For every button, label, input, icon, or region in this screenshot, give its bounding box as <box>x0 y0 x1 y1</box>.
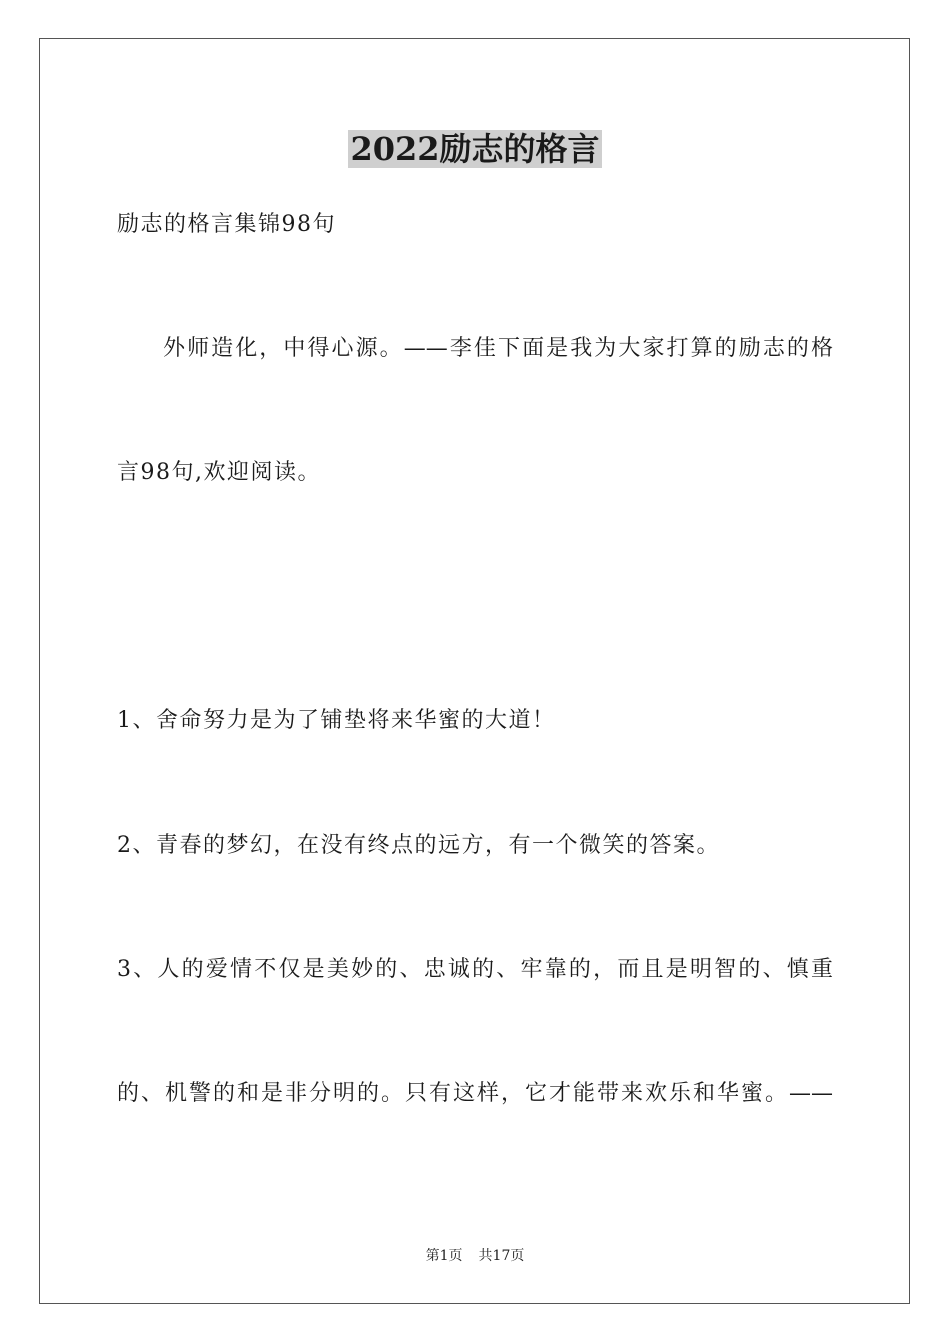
page-footer <box>0 1246 950 1266</box>
list-item: 1、舍命努力是为了铺垫将来华蜜的大道！ <box>117 708 556 733</box>
document-subtitle: 励志的格言集锦98句 <box>117 212 336 237</box>
intro-line-1: 外师造化，中得心源。——李佳下面是我为大家打算的励志的格 <box>163 336 833 361</box>
document-title <box>0 127 950 171</box>
list-item: 3、人的爱情不仅是美妙的、忠诚的、牢靠的，而且是明智的、慎重 <box>117 957 833 982</box>
intro-line-2: 言98句,欢迎阅读。 <box>117 460 321 485</box>
page-number-total: 共17页 <box>478 1248 525 1264</box>
list-item: 的、机警的和是非分明的。只有这样，它才能带来欢乐和华蜜。—— <box>117 1081 833 1106</box>
document-title-text: 2022励志的格言 <box>350 130 600 168</box>
page-number-current: 第1页 <box>425 1248 463 1264</box>
list-item: 2、青春的梦幻，在没有终点的远方，有一个微笑的答案。 <box>117 833 720 858</box>
